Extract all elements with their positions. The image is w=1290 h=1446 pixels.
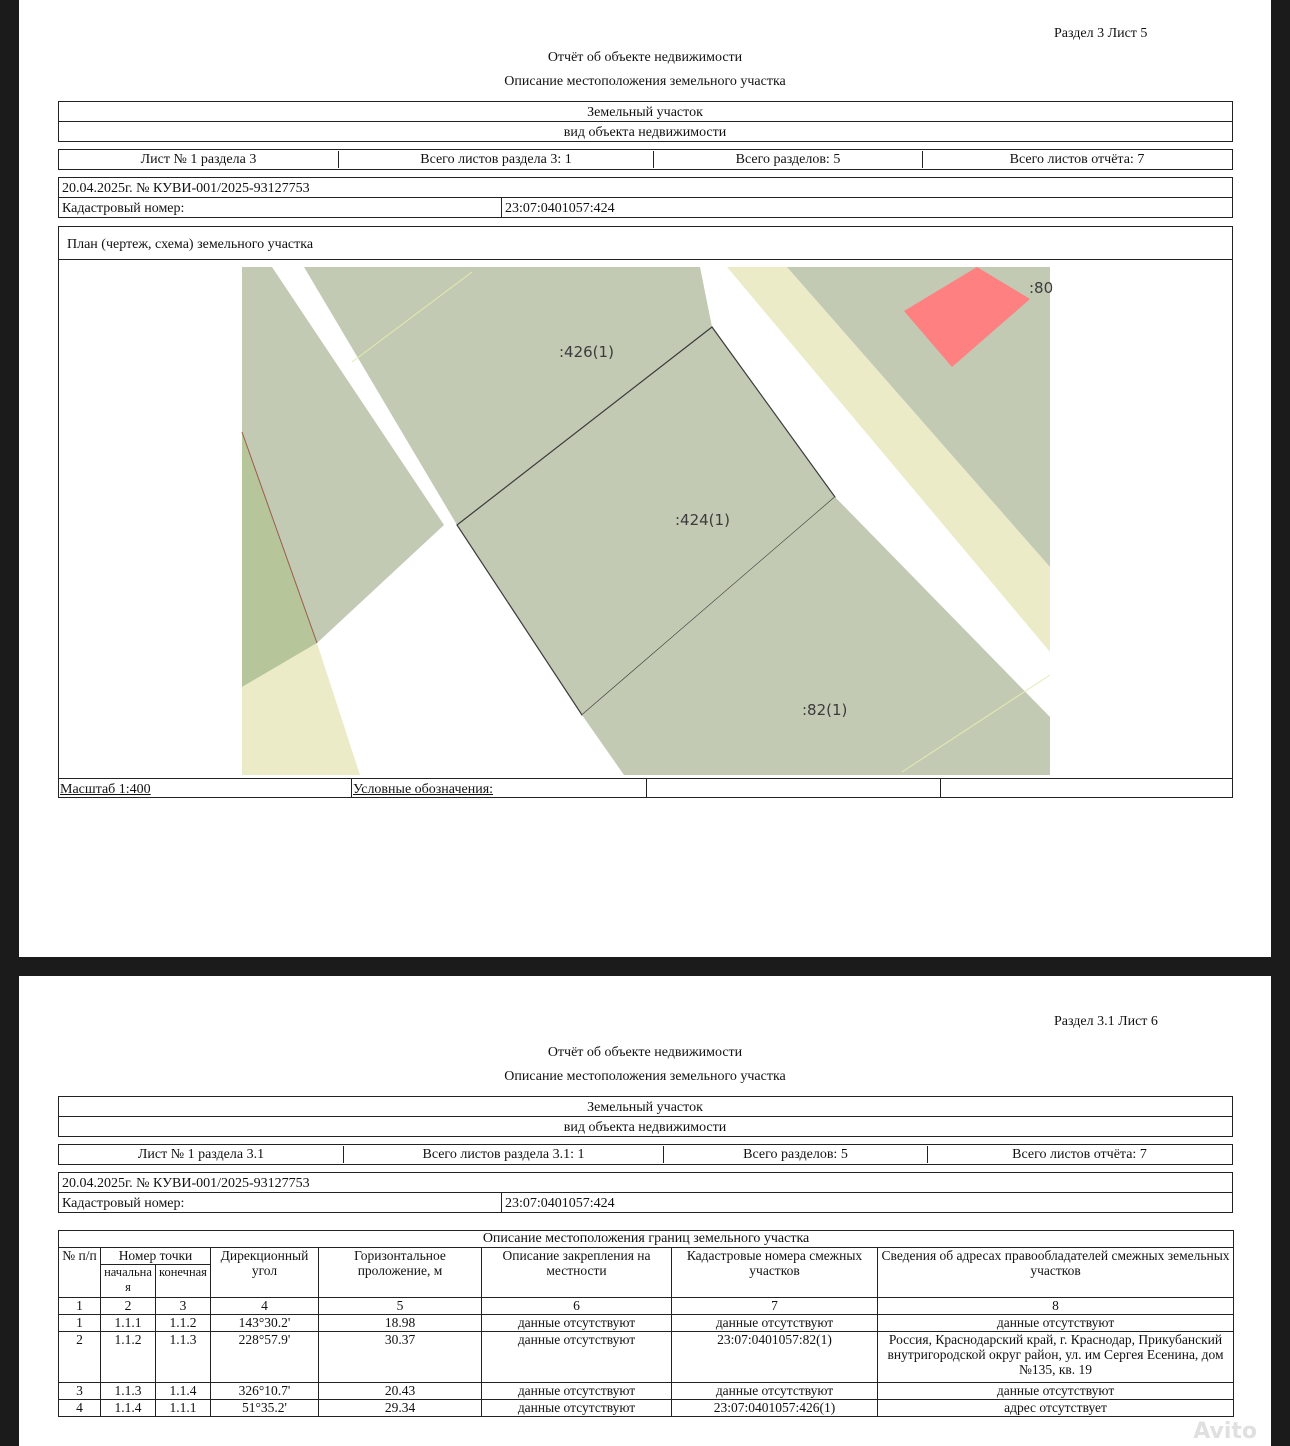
cell-angle: 326°10.7': [211, 1383, 319, 1400]
cell-end: 1.1.3: [156, 1332, 211, 1383]
header-length: Горизонтальное проложение, м: [319, 1248, 482, 1298]
cadastral-number: 23:07:0401057:424: [505, 1196, 615, 1211]
scale-label: Масштаб 1:400: [60, 782, 151, 797]
cell-fixing: данные отсутствуют: [482, 1332, 672, 1383]
cell-adjacent: данные отсутствуют: [672, 1315, 878, 1332]
cell-owner: адрес отсутствует: [878, 1400, 1234, 1417]
sheets-in-section: Всего листов раздела 3.1: 1: [344, 1146, 664, 1163]
cell-owner: данные отсутствуют: [878, 1315, 1234, 1332]
cell-length: 20.43: [319, 1383, 482, 1400]
table-row: [59, 1400, 1234, 1417]
cell-num: 2: [59, 1332, 101, 1383]
cell-angle: 143°30.2': [211, 1315, 319, 1332]
object-name: Земельный участок: [587, 105, 703, 120]
label-80: :80: [1029, 279, 1054, 297]
header-owners: Сведения об адресах правообладателей смежных земельных участков: [878, 1248, 1234, 1298]
col-number: 5: [319, 1298, 482, 1315]
sheet-number: Лист № 1 раздела 3: [59, 151, 339, 168]
object-type-caption: вид объекта недвижимости: [563, 1120, 727, 1135]
col-number: 8: [878, 1298, 1234, 1315]
cell-angle: 228°57.9': [211, 1332, 319, 1383]
header-fixing: Описание закрепления на местности: [482, 1248, 672, 1298]
report-page-sheet-6: [19, 976, 1271, 1446]
table-row: [59, 1332, 1234, 1383]
cell-start: 1.1.1: [101, 1315, 156, 1332]
label-426: :426(1): [559, 343, 614, 361]
header-point: Номер точки: [101, 1248, 211, 1265]
cadastral-label: Кадастровый номер:: [62, 1196, 185, 1211]
col-number: 1: [59, 1298, 101, 1315]
section-sheet-label: Раздел 3.1 Лист 6: [1054, 1014, 1158, 1029]
cell-start: 1.1.2: [101, 1332, 156, 1383]
report-subtitle: Описание местоположения земельного участка: [504, 1069, 786, 1084]
table-title: Описание местоположения границ земельного участка: [59, 1231, 1234, 1248]
col-number: 4: [211, 1298, 319, 1315]
sections-total: Всего разделов: 5: [664, 1146, 928, 1163]
cell-start: 1.1.3: [101, 1383, 156, 1400]
header-angle: Дирекционный угол: [211, 1248, 319, 1298]
cell-fixing: данные отсутствуют: [482, 1400, 672, 1417]
cell-num: 1: [59, 1315, 101, 1332]
cell-fixing: данные отсутствуют: [482, 1383, 672, 1400]
object-kind-box: [58, 1096, 1233, 1137]
col-number: 7: [672, 1298, 878, 1315]
cell-adjacent: данные отсутствуют: [672, 1383, 878, 1400]
sheets-in-section: Всего листов раздела 3: 1: [339, 151, 654, 168]
cell-length: 30.37: [319, 1332, 482, 1383]
cell-start: 1.1.4: [101, 1400, 156, 1417]
col-number: 2: [101, 1298, 156, 1315]
cell-length: 18.98: [319, 1315, 482, 1332]
plan-title: План (чертеж, схема) земельного участка: [67, 237, 314, 252]
header-start: начальная: [101, 1265, 156, 1298]
label-424: :424(1): [675, 511, 730, 529]
cell-num: 4: [59, 1400, 101, 1417]
report-title: Отчёт об объекте недвижимости: [547, 50, 743, 65]
cell-adjacent: 23:07:0401057:426(1): [672, 1400, 878, 1417]
cell-owner: данные отсутствуют: [878, 1383, 1234, 1400]
cadastral-box: [58, 1172, 1233, 1213]
header-end: конечная: [156, 1265, 211, 1298]
sections-total: Всего разделов: 5: [654, 151, 923, 168]
cell-end: 1.1.4: [156, 1383, 211, 1400]
date-number: 20.04.2025г. № КУВИ-001/2025-93127753: [62, 181, 310, 196]
cell-end: 1.1.1: [156, 1400, 211, 1417]
cell-angle: 51°35.2': [211, 1400, 319, 1417]
col-number: 3: [156, 1298, 211, 1315]
sheet-number: Лист № 1 раздела 3.1: [59, 1146, 344, 1163]
table-row: [59, 1383, 1234, 1400]
cell-adjacent: 23:07:0401057:82(1): [672, 1332, 878, 1383]
cell-fixing: данные отсутствуют: [482, 1315, 672, 1332]
col-number: 6: [482, 1298, 672, 1315]
cell-owner: Россия, Краснодарский край, г. Краснодар, Прикубанский внутригородской округ район, ул. им Сергея Есенина, дом №135, кв. 19: [878, 1332, 1234, 1383]
report-page-sheet-5: [19, 0, 1271, 957]
cadastral-box: [58, 177, 1233, 218]
label-82: :82(1): [802, 701, 848, 719]
sheet-info-row: [58, 1144, 1233, 1165]
date-number: 20.04.2025г. № КУВИ-001/2025-93127753: [62, 1176, 310, 1191]
report-subtitle: Описание местоположения земельного участка: [504, 74, 786, 89]
cell-num: 3: [59, 1383, 101, 1400]
table-row: [59, 1315, 1234, 1332]
object-name: Земельный участок: [587, 1100, 703, 1115]
report-sheets-total: Всего листов отчёта: 7: [1012, 1147, 1147, 1162]
object-kind-box: [58, 101, 1233, 142]
cadastral-number: 23:07:0401057:424: [505, 201, 615, 216]
section-sheet-label: Раздел 3 Лист 5: [1054, 26, 1148, 41]
cell-length: 29.34: [319, 1400, 482, 1417]
avito-watermark: Avito: [1193, 1419, 1257, 1444]
legend-label: Условные обозначения:: [353, 782, 494, 797]
plan-box: [58, 226, 1233, 798]
land-plot-map: [242, 267, 1054, 775]
sheet-info-row: [58, 149, 1233, 170]
report-sheets-total: Всего листов отчёта: 7: [1009, 152, 1145, 167]
cadastral-label: Кадастровый номер:: [62, 201, 185, 216]
object-type-caption: вид объекта недвижимости: [563, 125, 727, 140]
report-title: Отчёт об объекте недвижимости: [547, 1045, 743, 1060]
cell-end: 1.1.2: [156, 1315, 211, 1332]
boundaries-table: [58, 1230, 1234, 1417]
header-num: № п/п: [59, 1248, 101, 1298]
header-adjacent: Кадастровые номера смежных участков: [672, 1248, 878, 1298]
